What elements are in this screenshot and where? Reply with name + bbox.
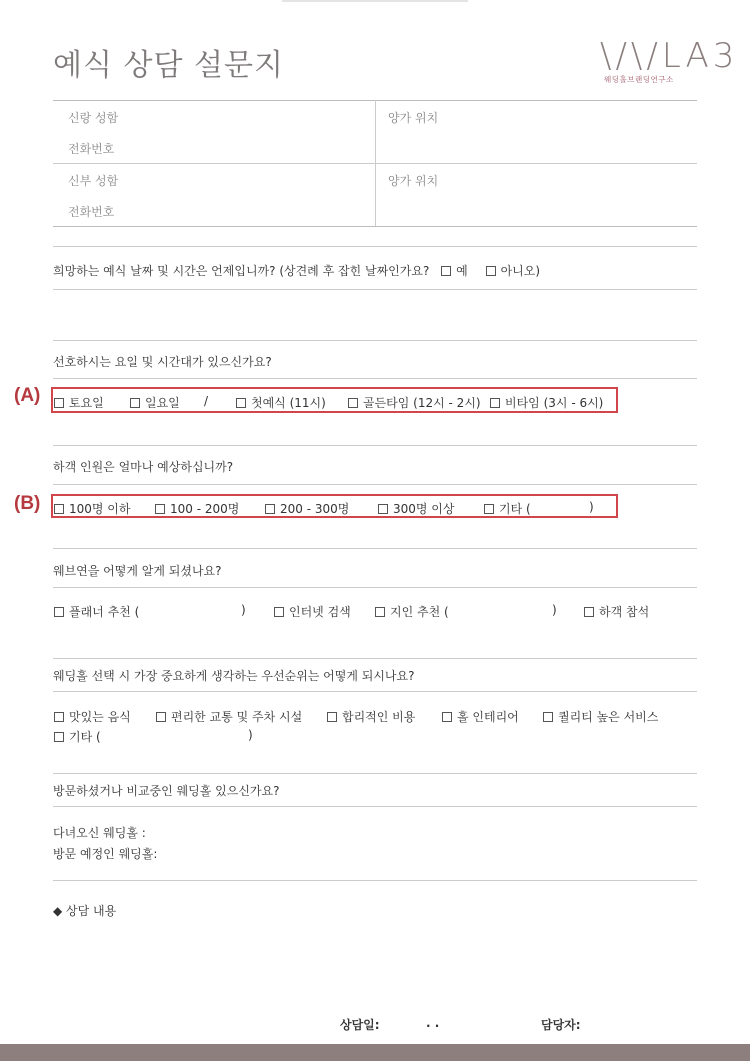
q3-option-under-100[interactable] — [54, 500, 131, 517]
checkbox[interactable] — [54, 732, 64, 742]
q2-option-golden-time[interactable] — [348, 394, 481, 411]
q2-answer-rule — [53, 378, 697, 379]
q2-option-sunday[interactable] — [130, 394, 180, 411]
checkbox[interactable] — [54, 607, 64, 617]
q4-option-referral[interactable] — [375, 603, 449, 620]
checkbox[interactable] — [348, 398, 358, 408]
q5-top-rule — [53, 658, 697, 659]
checkbox[interactable] — [155, 504, 165, 514]
q5-option-interior[interactable] — [442, 708, 519, 725]
page-title: 예식 상담 설문지 — [53, 48, 284, 83]
q1-no-checkbox[interactable] — [486, 266, 496, 276]
option-label: 합리적인 비용 — [342, 710, 416, 724]
checkbox[interactable] — [543, 712, 553, 722]
option-label: 300명 이상 — [393, 502, 455, 516]
checkbox[interactable] — [54, 504, 64, 514]
q1-yes-checkbox[interactable] — [441, 266, 451, 276]
q5-option-transport[interactable] — [156, 708, 302, 725]
q6-planned-label: 방문 예정인 웨딩홀: — [53, 847, 158, 861]
staff-label: 담당자: — [541, 1018, 581, 1032]
table-divider — [375, 100, 376, 226]
q5-option-food[interactable] — [54, 708, 131, 725]
footer-bar — [0, 1044, 750, 1061]
q4-option-internet[interactable] — [274, 603, 351, 620]
option-label: 기타 ( — [69, 730, 101, 744]
groom-name-label: 신랑 성함 — [68, 111, 119, 125]
consult-label: ◆ 상담 내용 — [53, 904, 117, 918]
option-label: 토요일 — [69, 396, 104, 410]
q3-option-200-300[interactable] — [265, 500, 349, 517]
q3-answer-rule — [53, 484, 697, 485]
checkbox[interactable] — [378, 504, 388, 514]
option-label: 기타 ( — [499, 502, 531, 516]
option-label: 골든타임 (12시 - 2시) — [363, 396, 481, 410]
q1-no-label: 아니오) — [500, 264, 541, 278]
q3-option-over-300[interactable] — [378, 500, 455, 517]
marker-a-label: (A) — [14, 385, 41, 406]
q4-option-planner[interactable] — [54, 603, 139, 620]
q6-top-rule — [53, 773, 697, 774]
option-label: 지인 추천 ( — [390, 605, 449, 619]
q6-bottom-rule — [53, 880, 697, 881]
q4-top-rule — [53, 548, 697, 549]
option-label: 하객 참석 — [599, 605, 650, 619]
option-label: 200 - 300명 — [280, 502, 350, 516]
q5-option-cost[interactable] — [327, 708, 415, 725]
q3-top-rule — [53, 445, 697, 446]
option-label: 플래너 추천 ( — [69, 605, 140, 619]
option-label: 편리한 교통 및 주차 시설 — [171, 710, 303, 724]
checkbox[interactable] — [484, 504, 494, 514]
option-label: 퀄리티 높은 서비스 — [558, 710, 659, 724]
option-label: 맛있는 음식 — [69, 710, 131, 724]
q2-separator: / — [204, 394, 209, 408]
q4-option-guest[interactable] — [584, 603, 649, 620]
checkbox[interactable] — [54, 398, 64, 408]
option-label: 홀 인테리어 — [457, 710, 519, 724]
checkbox[interactable] — [265, 504, 275, 514]
checkbox[interactable] — [375, 607, 385, 617]
q5-option-other[interactable] — [54, 728, 101, 745]
q5-question: 웨딩홀 선택 시 가장 중요하게 생각하는 우선순위는 어떻게 되시나요? — [53, 669, 415, 683]
option-label: 100 - 200명 — [170, 502, 240, 516]
q3-option-other[interactable] — [484, 500, 531, 517]
q3-option-100-200[interactable] — [155, 500, 239, 517]
consult-date-label: 상담일: — [340, 1018, 380, 1032]
q2-question: 선호하시는 요일 및 시간대가 있으신가요? — [53, 355, 272, 369]
q4-option-planner-close: ) — [241, 603, 246, 617]
q4-question: 웨브연을 어떻게 알게 되셨나요? — [53, 564, 222, 578]
checkbox[interactable] — [236, 398, 246, 408]
checkbox[interactable] — [156, 712, 166, 722]
bride-parent-position-label: 양가 위치 — [388, 174, 439, 188]
brand-logo: \/\/LA3 — [600, 36, 739, 76]
bride-name-label: 신부 성함 — [68, 174, 119, 188]
q2-option-saturday[interactable] — [54, 394, 104, 411]
option-label: 첫예식 (11시) — [251, 396, 326, 410]
q2-top-rule — [53, 340, 697, 341]
q1-answer-rule — [53, 289, 697, 290]
checkbox[interactable] — [327, 712, 337, 722]
q5-answer-rule — [53, 691, 697, 692]
q1-top-rule — [53, 246, 697, 247]
marker-b-label: (B) — [14, 493, 41, 514]
q3-question: 하객 인원은 얼마나 예상하십니까? — [53, 460, 234, 474]
consult-date-dots: . . — [426, 1016, 440, 1030]
q3-option-other-close: ) — [589, 500, 594, 514]
groom-phone-label: 전화번호 — [68, 142, 115, 156]
q4-answer-rule — [53, 587, 697, 588]
option-label: 인터넷 검색 — [289, 605, 351, 619]
option-label: 100명 이하 — [69, 502, 131, 516]
checkbox[interactable] — [274, 607, 284, 617]
q6-visited-label: 다녀오신 웨딩홀 : — [53, 826, 146, 840]
q6-question: 방문하셨거나 비교중인 웨딩홀 있으신가요? — [53, 784, 280, 798]
q5-option-service[interactable] — [543, 708, 658, 725]
q2-option-off-time[interactable] — [490, 394, 603, 411]
q1-yes-label: 예 — [456, 264, 468, 278]
checkbox[interactable] — [442, 712, 452, 722]
bride-phone-label: 전화번호 — [68, 205, 115, 219]
q1-question — [53, 262, 540, 279]
q2-option-first-ceremony[interactable] — [236, 394, 326, 411]
brand-logo-subtitle: 웨딩홀브랜딩연구소 — [604, 75, 674, 84]
q1-text: 희망하는 예식 날짜 및 시간은 언제입니까? (상견례 후 잡힌 날짜인가요? — [53, 264, 430, 278]
q5-option-other-close: ) — [248, 728, 253, 742]
checkbox[interactable] — [584, 607, 594, 617]
checkbox[interactable] — [490, 398, 500, 408]
option-label: 일요일 — [145, 396, 180, 410]
option-label: 비타임 (3시 - 6시) — [505, 396, 604, 410]
q6-answer-rule — [53, 806, 697, 807]
q4-option-referral-close: ) — [552, 603, 557, 617]
checkbox[interactable] — [130, 398, 140, 408]
groom-parent-position-label: 양가 위치 — [388, 111, 439, 125]
checkbox[interactable] — [54, 712, 64, 722]
table-bottom-rule — [53, 226, 697, 227]
top-rule — [282, 0, 468, 2]
